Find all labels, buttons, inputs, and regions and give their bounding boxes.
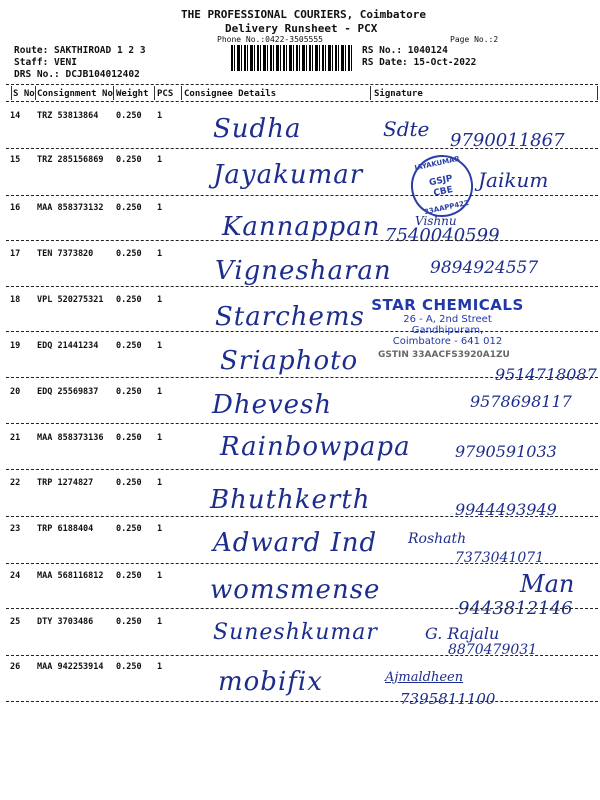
row-rule <box>6 331 598 332</box>
signature: Jaikum <box>478 168 549 192</box>
row-pcs: 1 <box>157 387 163 397</box>
stamp-line: GSJP <box>428 173 454 189</box>
row-rule <box>6 240 598 241</box>
consignee-handwriting: Adward Ind <box>213 528 378 558</box>
row-pcs: 1 <box>157 341 163 351</box>
row-consignment: EDQ 25569837 <box>37 387 99 397</box>
row-sno: 21 <box>10 433 21 443</box>
row-rule <box>6 377 598 378</box>
row-rule <box>6 608 598 609</box>
stamp-top-text: JAYAKUMAR <box>413 154 461 173</box>
consignee-handwriting: Dhevesh <box>212 390 333 420</box>
page-number: Page No.:2 <box>450 35 499 44</box>
row-rule <box>6 655 598 656</box>
column-divider <box>35 86 36 100</box>
row-pcs: 1 <box>157 111 163 121</box>
signature: Roshath <box>408 531 467 547</box>
phone-handwriting: 9790011867 <box>450 130 565 151</box>
phone-handwriting: 9894924557 <box>430 258 539 278</box>
consignee-handwriting: Sriaphoto <box>220 346 359 376</box>
consignee-handwriting: Rainbowpapa <box>220 432 411 462</box>
consignee-handwriting: womsmense <box>210 575 381 605</box>
company-rubber-stamp <box>370 296 525 347</box>
row-consignment: MAA 942253914 <box>37 662 104 672</box>
row-rule <box>6 701 598 702</box>
rs-date: RS Date: 15-Oct-2022 <box>362 57 477 68</box>
row-pcs: 1 <box>157 617 163 627</box>
row-pcs: 1 <box>157 295 163 305</box>
row-pcs: 1 <box>157 433 163 443</box>
phone-handwriting: 8870479031 <box>448 642 538 658</box>
consignee-handwriting: Starchems <box>215 302 365 332</box>
phone-handwriting: 9790591033 <box>455 442 557 461</box>
row-pcs: 1 <box>157 662 163 672</box>
rs-number: RS No.: 1040124 <box>362 45 448 56</box>
row-weight: 0.250 <box>116 295 142 305</box>
row-sno: 22 <box>10 478 21 488</box>
stamp-address-line: 26 - A, 2nd Street <box>403 314 492 325</box>
phone-handwriting: 7540040599 <box>385 225 500 246</box>
row-weight: 0.250 <box>116 203 142 213</box>
row-consignment: DTY 3703486 <box>37 617 94 627</box>
col-sno: S No <box>13 89 35 99</box>
col-consignment: Consignment No <box>37 89 113 99</box>
row-pcs: 1 <box>157 571 163 581</box>
document-title: Delivery Runsheet - PCX <box>225 22 378 35</box>
column-divider <box>597 86 598 100</box>
row-sno: 18 <box>10 295 21 305</box>
phone-handwriting: 9578698117 <box>470 392 572 411</box>
row-sno: 19 <box>10 341 21 351</box>
row-consignment: EDQ 21441234 <box>37 341 99 351</box>
row-consignment: TRP 1274827 <box>37 478 94 488</box>
row-weight: 0.250 <box>116 387 142 397</box>
stamp-company-name: STAR CHEMICALS <box>371 296 524 314</box>
row-rule <box>6 195 598 196</box>
header-bottom-rule <box>6 101 598 102</box>
consignee-handwriting: mobifix <box>218 667 323 697</box>
row-weight: 0.250 <box>116 571 142 581</box>
col-weight: Weight <box>116 89 149 99</box>
company-title: THE PROFESSIONAL COURIERS, Coimbatore <box>181 8 427 21</box>
row-weight: 0.250 <box>116 111 142 121</box>
row-sno: 16 <box>10 203 21 213</box>
phone-number: Phone No.:0422-3505555 <box>217 35 323 44</box>
consignee-handwriting: Jayakumar <box>213 160 364 190</box>
phone-handwriting: 7395811100 <box>400 690 496 708</box>
consignee-handwriting: Vignesharan <box>215 256 392 286</box>
stamp-line: CBE <box>432 184 454 199</box>
row-weight: 0.250 <box>116 524 142 534</box>
row-pcs: 1 <box>157 524 163 534</box>
row-rule <box>6 423 598 424</box>
row-pcs: 1 <box>157 203 163 213</box>
row-weight: 0.250 <box>116 249 142 259</box>
row-consignment: TRZ 53813864 <box>37 111 99 121</box>
signature: Ajmaldheen <box>385 670 464 685</box>
row-rule <box>6 516 598 517</box>
drs-number: DRS No.: DCJB104012402 <box>14 69 140 80</box>
row-pcs: 1 <box>157 478 163 488</box>
row-consignment: TEN 7373820 <box>37 249 94 259</box>
row-sno: 24 <box>10 571 21 581</box>
consignee-handwriting: Suneshkumar <box>213 620 378 645</box>
row-pcs: 1 <box>157 249 163 259</box>
row-sno: 26 <box>10 662 21 672</box>
row-consignment: TRZ 285156869 <box>37 155 104 165</box>
signature: Man <box>520 570 575 598</box>
row-sno: 25 <box>10 617 21 627</box>
consignee-handwriting: Bhuthkerth <box>210 485 371 515</box>
phone-handwriting: 9514718087 <box>495 365 597 384</box>
row-consignment: TRP 6188404 <box>37 524 94 534</box>
row-sno: 20 <box>10 387 21 397</box>
row-weight: 0.250 <box>116 341 142 351</box>
column-divider <box>113 86 114 100</box>
row-pcs: 1 <box>157 155 163 165</box>
row-weight: 0.250 <box>116 478 142 488</box>
row-sno: 15 <box>10 155 21 165</box>
row-weight: 0.250 <box>116 433 142 443</box>
row-weight: 0.250 <box>116 155 142 165</box>
col-consignee: Consignee Details <box>184 89 277 99</box>
col-pcs: PCS <box>157 89 174 99</box>
col-signature: Signature <box>374 89 423 99</box>
row-rule <box>6 286 598 287</box>
column-divider <box>11 86 12 100</box>
route-label: Route: SAKTHIROAD 1 2 3 <box>14 45 146 56</box>
consignee-handwriting: Kannappan <box>222 212 381 242</box>
row-rule <box>6 148 598 149</box>
phone-handwriting: 9443812146 <box>458 598 573 619</box>
row-sno: 23 <box>10 524 21 534</box>
phone-handwriting: 9944493949 <box>455 500 557 519</box>
stamp-address-line: Gandhipuram, <box>411 325 484 336</box>
signature: Vishnu <box>415 214 457 228</box>
stamp-address-line: Coimbatore - 641 012 <box>392 336 503 347</box>
row-weight: 0.250 <box>116 617 142 627</box>
staff-label: Staff: VENI <box>14 57 77 68</box>
row-weight: 0.250 <box>116 662 142 672</box>
stamp-bottom-text: 33AAPP422 <box>423 198 470 217</box>
round-rubber-stamp <box>405 149 479 223</box>
header-top-rule <box>6 84 598 85</box>
gstin-stamp: GSTIN 33AACFS3920A1ZU <box>378 350 510 360</box>
row-rule <box>6 563 598 564</box>
barcode <box>231 45 353 71</box>
signature: G. Rajalu <box>425 624 500 643</box>
column-divider <box>370 86 371 100</box>
signature: Sdte <box>383 117 430 141</box>
row-sno: 14 <box>10 111 21 121</box>
row-sno: 17 <box>10 249 21 259</box>
row-consignment: MAA 858373136 <box>37 433 104 443</box>
row-consignment: MAA 858373132 <box>37 203 104 213</box>
column-divider <box>181 86 182 100</box>
consignee-handwriting: Sudha <box>213 114 302 144</box>
row-rule <box>6 469 598 470</box>
column-divider <box>154 86 155 100</box>
row-consignment: VPL 520275321 <box>37 295 104 305</box>
row-consignment: MAA 568116812 <box>37 571 104 581</box>
phone-handwriting: 7373041071 <box>455 550 545 566</box>
